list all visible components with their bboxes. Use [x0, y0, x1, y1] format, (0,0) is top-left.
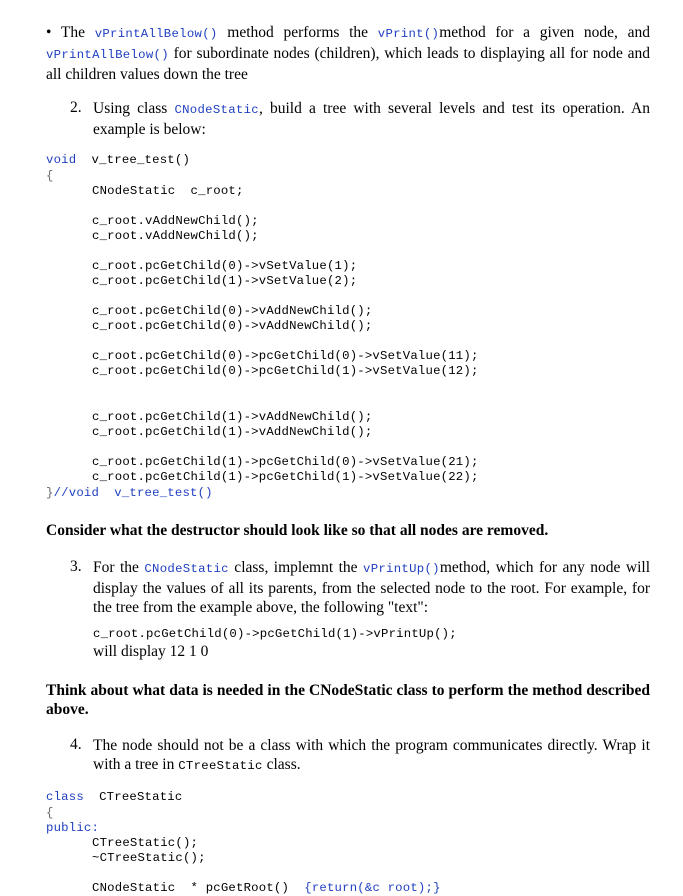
code-vprintallbelow: vPrintAllBelow() [46, 48, 169, 62]
code-line: c_root.pcGetChild(0)->vAddNewChild(); [92, 304, 373, 318]
code-line: c_root.pcGetChild(0)->pcGetChild(1)->vSetValue(12); [92, 364, 479, 378]
open-brace: { [46, 806, 54, 820]
vprintup-example-code: c_root.pcGetChild(0)->pcGetChild(1)->vPrintUp(); [93, 627, 457, 641]
code-line: CNodeStatic c_root; [92, 184, 244, 198]
item-3-text [93, 558, 650, 617]
open-brace: { [46, 169, 54, 183]
keyword-void: void [46, 153, 77, 167]
code-inline-body: {return(&c root);} [304, 881, 441, 895]
code-ctreestatic: CTreeStatic [178, 759, 263, 773]
destructor-note: Consider what the destructor should look like so that all nodes are removed. [46, 522, 549, 539]
text: described above. [46, 682, 650, 718]
class-name: CTreeStatic [99, 790, 183, 804]
item-number: 3. [70, 558, 82, 575]
text: display the values of all its parents, from the selected node to the root. For example, for [93, 580, 650, 597]
data-note [46, 681, 650, 719]
code-line: CTreeStatic(); [92, 836, 199, 850]
code-line: c_root.pcGetChild(0)->pcGetChild(0)->vSetValue(11); [92, 349, 479, 363]
function-signature: v_tree_test() [91, 153, 191, 167]
bullet: • [46, 24, 52, 41]
text: For the [93, 559, 145, 576]
code-vprintup: vPrintUp() [363, 562, 440, 576]
text: and all children values down the tree [46, 45, 651, 83]
close-brace: } [46, 486, 54, 500]
text: for subordinate nodes (children), which leads to displaying all for node [168, 45, 623, 62]
text: method performs the [217, 24, 378, 41]
item-number: 4. [70, 736, 82, 753]
text: example is below: [93, 121, 206, 138]
text: Think about what data is needed in the CNodeStatic class to perform the method [46, 682, 583, 699]
code-cnodestatic: CNodeStatic [144, 562, 229, 576]
text: method, which for any node will [439, 559, 650, 576]
text: class, implemnt the [228, 559, 364, 576]
keyword-class: class [46, 790, 84, 804]
code-line: ~CTreeStatic(); [92, 851, 206, 865]
code-line: c_root.pcGetChild(0)->vSetValue(1); [92, 259, 358, 273]
code-vprint: vPrint() [377, 27, 440, 41]
text: the tree from the example above, the following "text": [93, 599, 429, 616]
item-2-text [93, 99, 650, 139]
code-line: c_root.pcGetChild(0)->vAddNewChild(); [92, 319, 373, 333]
code-line: CNodeStatic * pcGetRoot() [92, 881, 305, 895]
code-vprintallbelow: vPrintAllBelow() [94, 27, 218, 41]
text: Using class [93, 100, 175, 117]
code-line: c_root.pcGetChild(1)->vAddNewChild(); [92, 425, 373, 439]
code-line: c_root.vAddNewChild(); [92, 214, 259, 228]
intro-paragraph [46, 23, 650, 84]
keyword-public: public: [46, 821, 100, 835]
code-line: c_root.vAddNewChild(); [92, 229, 259, 243]
code-line: c_root.pcGetChild(1)->vSetValue(2); [92, 274, 358, 288]
text: with a tree in [93, 756, 179, 773]
text: The node should not be a class with which the program communicates directly. Wrap it [93, 737, 650, 754]
item-number: 2. [70, 99, 82, 116]
text: , build a tree with several levels and test its operation. An [258, 100, 650, 117]
code-line: c_root.pcGetChild(1)->vAddNewChild(); [92, 410, 373, 424]
item-4-text [93, 736, 650, 776]
code-line: c_root.pcGetChild(1)->pcGetChild(1)->vSetValue(22); [92, 470, 479, 484]
text: The [60, 24, 95, 41]
code-line: c_root.pcGetChild(1)->pcGetChild(0)->vSetValue(21); [92, 455, 479, 469]
code-comment: //void v_tree_test() [53, 486, 213, 500]
text: class. [262, 756, 301, 773]
code-cnodestatic: CNodeStatic [174, 103, 259, 117]
text: method for a given node, and [439, 24, 650, 41]
vprintup-result: will display 12 1 0 [93, 643, 209, 660]
